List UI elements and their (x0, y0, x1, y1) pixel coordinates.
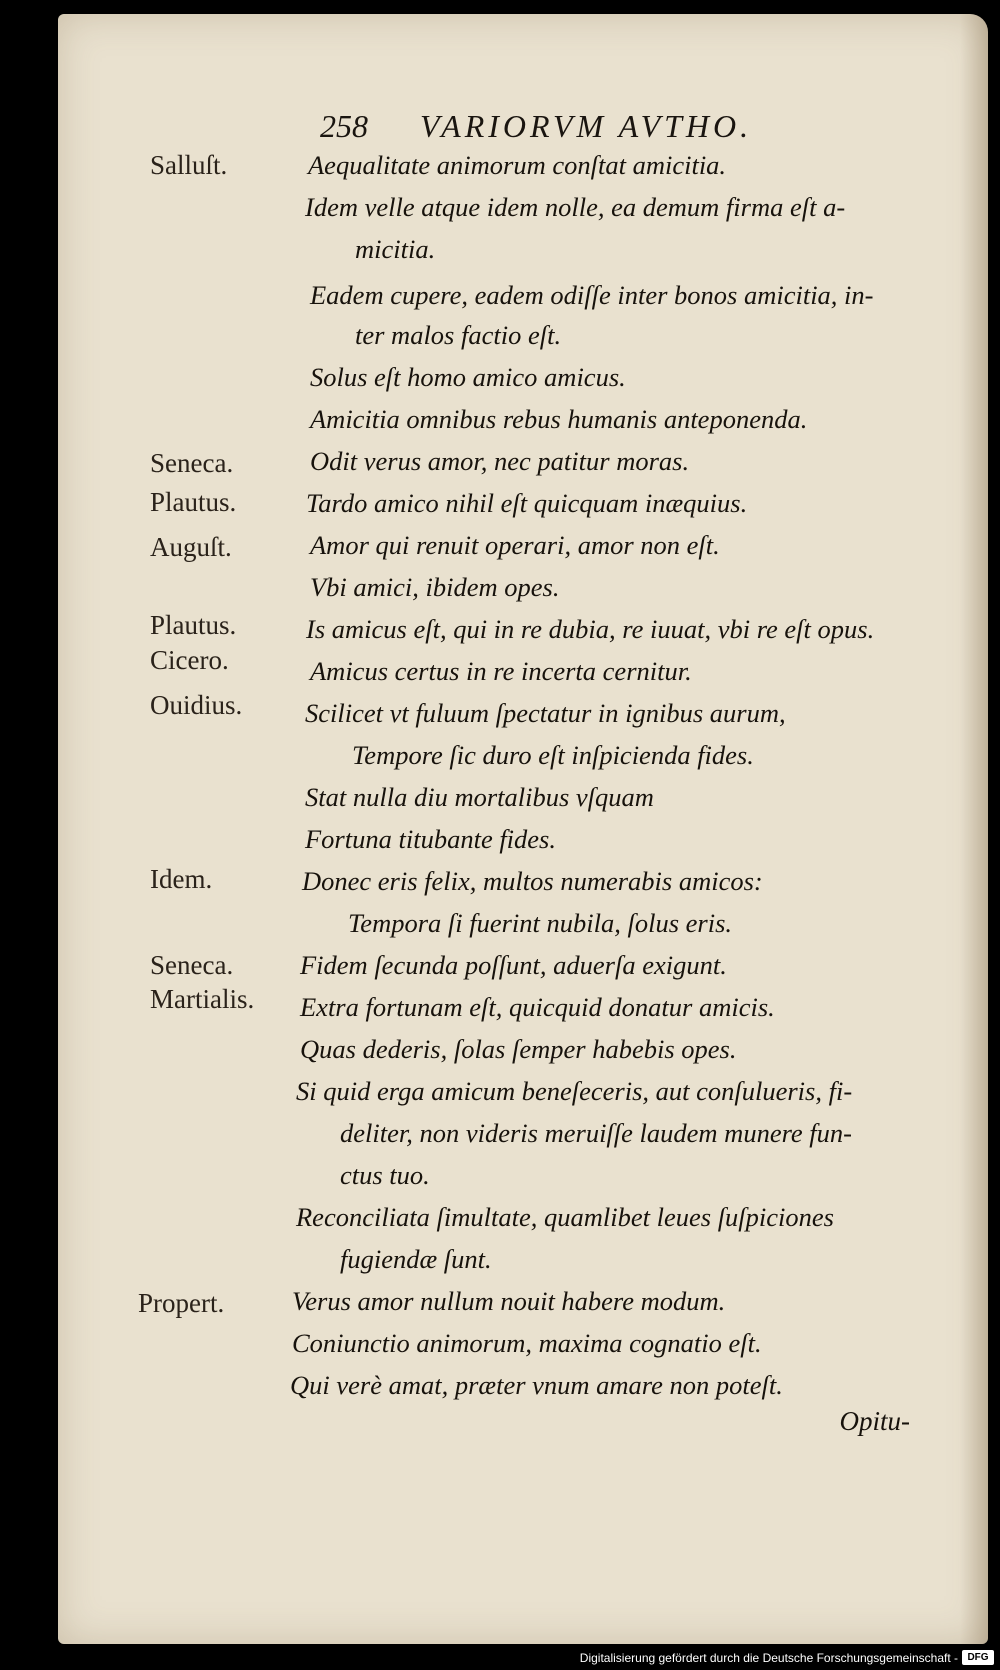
margin-author: Plautus. (150, 610, 237, 640)
text-line: Si quid erga amicum beneſeceris, aut conſulueris, fi- (296, 1076, 853, 1106)
text-line: Coniunctio animorum, maxima cognatio eſt. (292, 1328, 762, 1358)
text-line: Scilicet vt fuluum ſpectatur in ignibus aurum, (305, 698, 786, 728)
text-line: Aequalitate animorum conſtat amicitia. (308, 150, 727, 180)
text-line: micitia. (355, 234, 436, 264)
footer-credit: Digitalisierung gefördert durch die Deutsche Forschungsgemeinschaft - (579, 1651, 958, 1665)
text-line: Amicus certus in re incerta cernitur. (310, 656, 692, 686)
text-line: fugiendæ ſunt. (340, 1244, 492, 1274)
margin-author: Idem. (150, 864, 213, 894)
margin-author: Salluſt. (150, 150, 228, 180)
margin-author: Martialis. (150, 984, 255, 1014)
text-line: Extra fortunam eſt, quicquid donatur amicis. (300, 992, 775, 1022)
text-line: deliter, non videris meruiſſe laudem munere fun- (340, 1118, 852, 1148)
text-line: Fidem ſecunda poſſunt, aduerſa exigunt. (300, 950, 727, 980)
margin-author: Plautus. (150, 487, 237, 517)
margin-author: Seneca. (150, 448, 234, 478)
page-edge-shadow (960, 14, 988, 1644)
text-line: Solus eſt homo amico amicus. (310, 362, 626, 392)
text-line: Donec eris felix, multos numerabis amicos: (302, 866, 763, 896)
text-line: Stat nulla diu mortalibus vſquam (305, 782, 654, 812)
margin-author: Auguſt. (150, 532, 232, 562)
text-line: Reconciliata ſimultate, quamlibet leues ſuſpiciones (296, 1202, 834, 1232)
text-line: Tempora ſi fuerint nubila, ſolus eris. (348, 908, 733, 938)
page-number: 258 (320, 108, 368, 144)
text-line: Tempore ſic duro eſt inſpicienda fides. (352, 740, 754, 770)
text-line: ter malos factio eſt. (355, 320, 562, 350)
margin-author: Cicero. (150, 645, 229, 675)
dfg-logo: DFG (962, 1650, 994, 1665)
text-line: Vbi amici, ibidem opes. (310, 572, 560, 602)
footer-bar (0, 1646, 1000, 1670)
text-line: Qui verè amat, præter vnum amare non poteſt. (290, 1370, 783, 1400)
page-header (320, 108, 900, 144)
text-line: ctus tuo. (340, 1160, 430, 1190)
text-line: Eadem cupere, eadem odiſſe inter bonos amicitia, in- (310, 280, 874, 310)
text-line: Amor qui renuit operari, amor non eſt. (310, 530, 720, 560)
text-line: Fortuna titubante fides. (305, 824, 556, 854)
text-line: Amicitia omnibus rebus humanis anteponenda. (310, 404, 808, 434)
text-line: Idem velle atque idem nolle, ea demum firma eſt a- (305, 192, 846, 222)
text-line: Odit verus amor, nec patitur moras. (310, 446, 690, 476)
running-head: VARIORVM AVTHO. (420, 108, 753, 144)
text-line: Tardo amico nihil eſt quicquam inæquius. (306, 488, 748, 518)
margin-author: Seneca. (150, 950, 234, 980)
text-line: Quas dederis, ſolas ſemper habebis opes. (300, 1034, 737, 1064)
margin-author: Propert. (138, 1288, 225, 1318)
text-line: Verus amor nullum nouit habere modum. (292, 1286, 726, 1316)
catchword: Opitu- (839, 1406, 910, 1436)
text-line: Is amicus eſt, qui in re dubia, re iuuat, vbi re eſt opus. (306, 614, 875, 644)
margin-author: Ouidius. (150, 690, 243, 720)
